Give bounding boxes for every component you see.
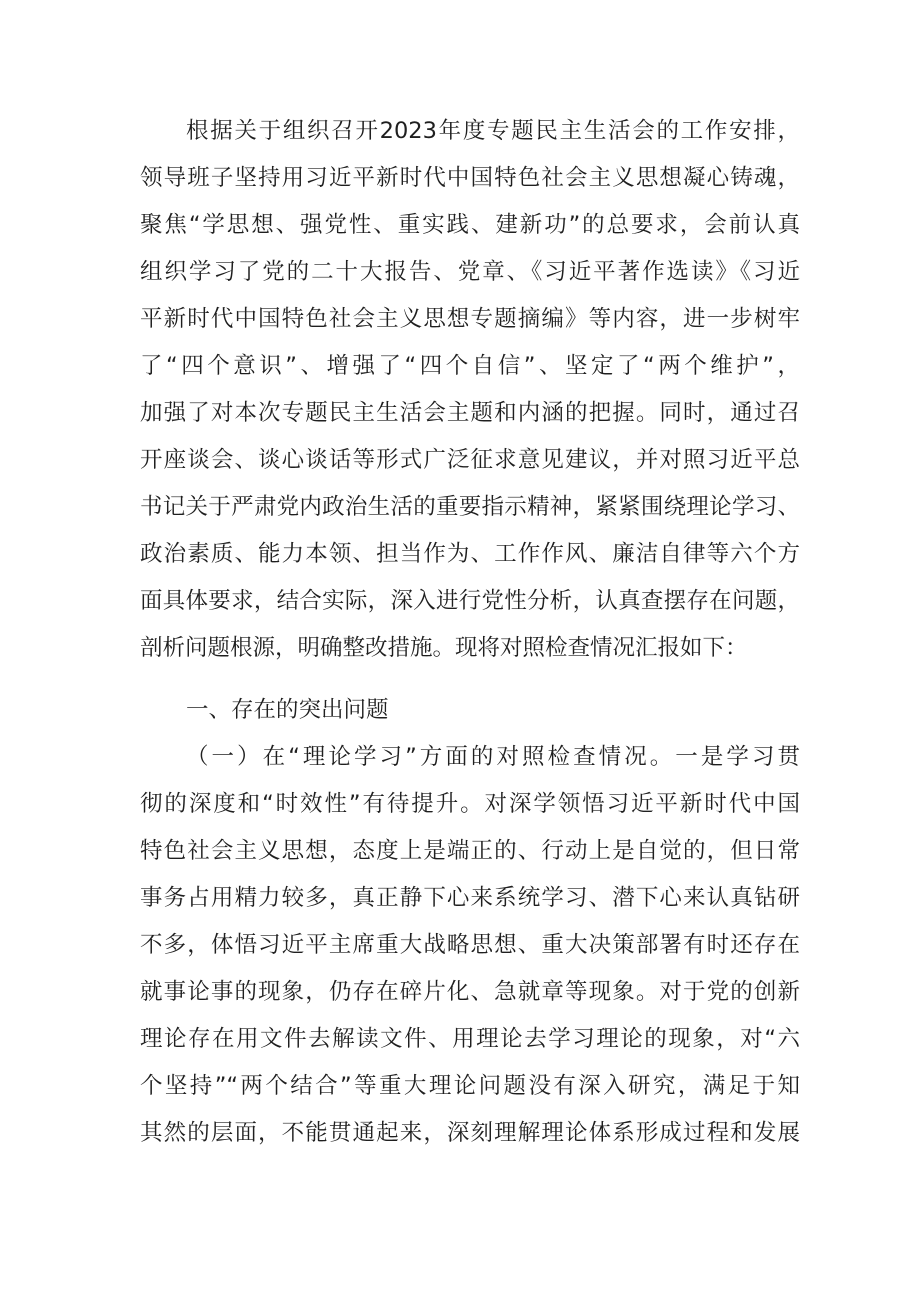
section-heading: 一、存在的突出问题 bbox=[186, 697, 389, 723]
paragraph-line: 平新时代中国特色社会主义思想专题摘编》等内容，进一步树牢 bbox=[140, 306, 800, 332]
paragraph-line: 加强了对本次专题民主生活会主题和内涵的把握。同时，通过召 bbox=[140, 400, 800, 426]
paragraph-line: 不多，体悟习近平主席重大战略思想、重大决策部署有时还存在 bbox=[140, 932, 800, 958]
paragraph-line: 彻的深度和“时效性”有待提升。对深学领悟习近平新时代中国 bbox=[140, 791, 800, 817]
paragraph-line: 了“四个意识”、增强了“四个自信”、坚定了“两个维护”， bbox=[140, 353, 800, 379]
paragraph-line: 面具体要求，结合实际，深入进行党性分析，认真查摆存在问题， bbox=[140, 588, 800, 614]
paragraph-line: 开座谈会、谈心谈话等形式广泛征求意见建议，并对照习近平总 bbox=[140, 447, 800, 473]
paragraph-line: 剖析问题根源，明确整改措施。现将对照检查情况汇报如下： bbox=[140, 635, 748, 661]
paragraph-line: 领导班子坚持用习近平新时代中国特色社会主义思想凝心铸魂， bbox=[140, 165, 800, 191]
paragraph-line: 政治素质、能力本领、担当作为、工作作风、廉洁自律等六个方 bbox=[140, 541, 800, 567]
paragraph-line: 特色社会主义思想，态度上是端正的、行动上是自觉的，但日常 bbox=[140, 838, 800, 864]
paragraph-line: 其然的层面，不能贯通起来，深刻理解理论体系形成过程和发展 bbox=[140, 1120, 800, 1146]
paragraph-line: 根据关于组织召开2023年度专题民主生活会的工作安排， bbox=[186, 118, 800, 144]
paragraph-line: 组织学习了党的二十大报告、党章、《习近平著作选读》《习近 bbox=[140, 259, 800, 285]
paragraph-line: （一）在“理论学习”方面的对照检查情况。一是学习贯 bbox=[186, 744, 800, 770]
paragraph-line: 书记关于严肃党内政治生活的重要指示精神，紧紧围绕理论学习、 bbox=[140, 494, 800, 520]
paragraph-line: 聚焦“学思想、强党性、重实践、建新功”的总要求，会前认真 bbox=[140, 212, 800, 238]
paragraph-line: 事务占用精力较多，真正静下心来系统学习、潜下心来认真钻研 bbox=[140, 885, 800, 911]
paragraph-line: 个坚持”“两个结合”等重大理论问题没有深入研究，满足于知 bbox=[140, 1073, 800, 1099]
paragraph-line: 就事论事的现象，仍存在碎片化、急就章等现象。对于党的创新 bbox=[140, 979, 800, 1005]
paragraph-line: 理论存在用文件去解读文件、用理论去学习理论的现象，对“六 bbox=[140, 1026, 800, 1052]
